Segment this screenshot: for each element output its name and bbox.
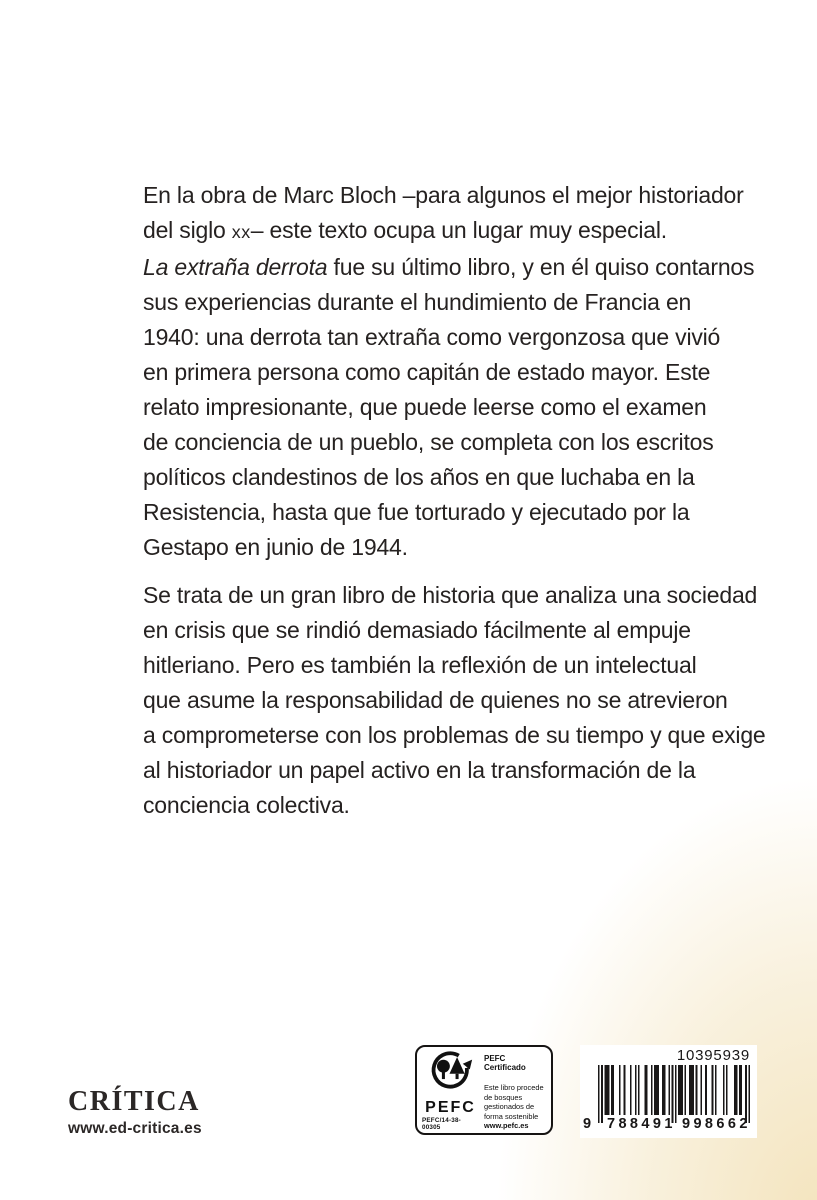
blurb-line: relato impresionante, que puede leerse como el examen [143,394,707,420]
century-smallcaps: xx [231,222,251,242]
blurb-text: del siglo [143,217,232,243]
blurb-line: a comprometerse con los problemas de su tiempo y que exige [143,722,766,748]
pefc-wordmark: PEFC [425,1099,476,1116]
pefc-trees-icon [426,1051,476,1100]
pefc-title: PEFC Certificado [484,1054,526,1072]
pefc-text-column [479,1051,546,1130]
blurb-line: políticos clandestinos de los años en que luchaba en la [143,464,695,490]
blurb-line [143,250,755,285]
blurb-text: – este texto ocupa un lugar muy especial. [250,217,667,243]
blurb-line: Resistencia, hasta que fue torturado y ejecutado por la [143,499,690,525]
pefc-description: Este libro procede de bosques gestionados de forma sostenible [484,1083,544,1121]
blurb-line [143,213,713,250]
blurb-line: en crisis que se rindió demasiado fácilmente al empuje [143,617,691,643]
barcode-top-number: 10395939 [676,1047,750,1064]
blurb-paragraph-1 [143,178,755,565]
publisher-block [68,1088,202,1138]
blurb-line: en primera persona como capitán de estado mayor. Este [143,359,711,385]
ean-digit-group-2: 998662 [682,1116,751,1132]
pefc-certification-box [415,1045,553,1135]
pefc-logo-column [422,1051,479,1130]
blurb-line: hitleriano. Pero es también la reflexión de un intelectual [143,652,697,678]
pefc-license-code: PEFC/14-38-00305 [422,1116,461,1131]
blurb-line: al historiador un papel activo en la transformación de la [143,757,696,783]
barcode-bars-icon [598,1065,750,1123]
pefc-url: www.pefc.es [484,1121,529,1130]
blurb-line: conciencia colectiva. [143,792,350,818]
blurb-paragraph-2 [143,578,766,823]
blurb-line: que asume la responsabilidad de quienes no se atrevieron [143,687,728,713]
blurb-line: 1940: una derrota tan extraña como vergonzosa que vivió [143,324,721,350]
blurb-line: Gestapo en junio de 1944. [143,534,408,560]
barcode-label [580,1045,757,1138]
ean-prefix-digit: 9 [583,1116,592,1132]
publisher-url: www.ed-critica.es [68,1120,202,1137]
blurb-line: Se trata de un gran libro de historia que analiza una sociedad [143,582,758,608]
book-title-italic: La extraña derrota [143,254,328,280]
ean-digit-group-1: 788491 [607,1116,676,1132]
blurb-line: En la obra de Marc Bloch –para algunos el mejor historiador [143,182,744,208]
blurb-text: fue su último libro, y en él quiso contarnos [327,254,755,280]
blurb-line: de conciencia de un pueblo, se completa con los escritos [143,429,714,455]
blurb-line: sus experiencias durante el hundimiento de Francia en [143,289,692,315]
publisher-logo: CRÍTICA [68,1086,200,1117]
